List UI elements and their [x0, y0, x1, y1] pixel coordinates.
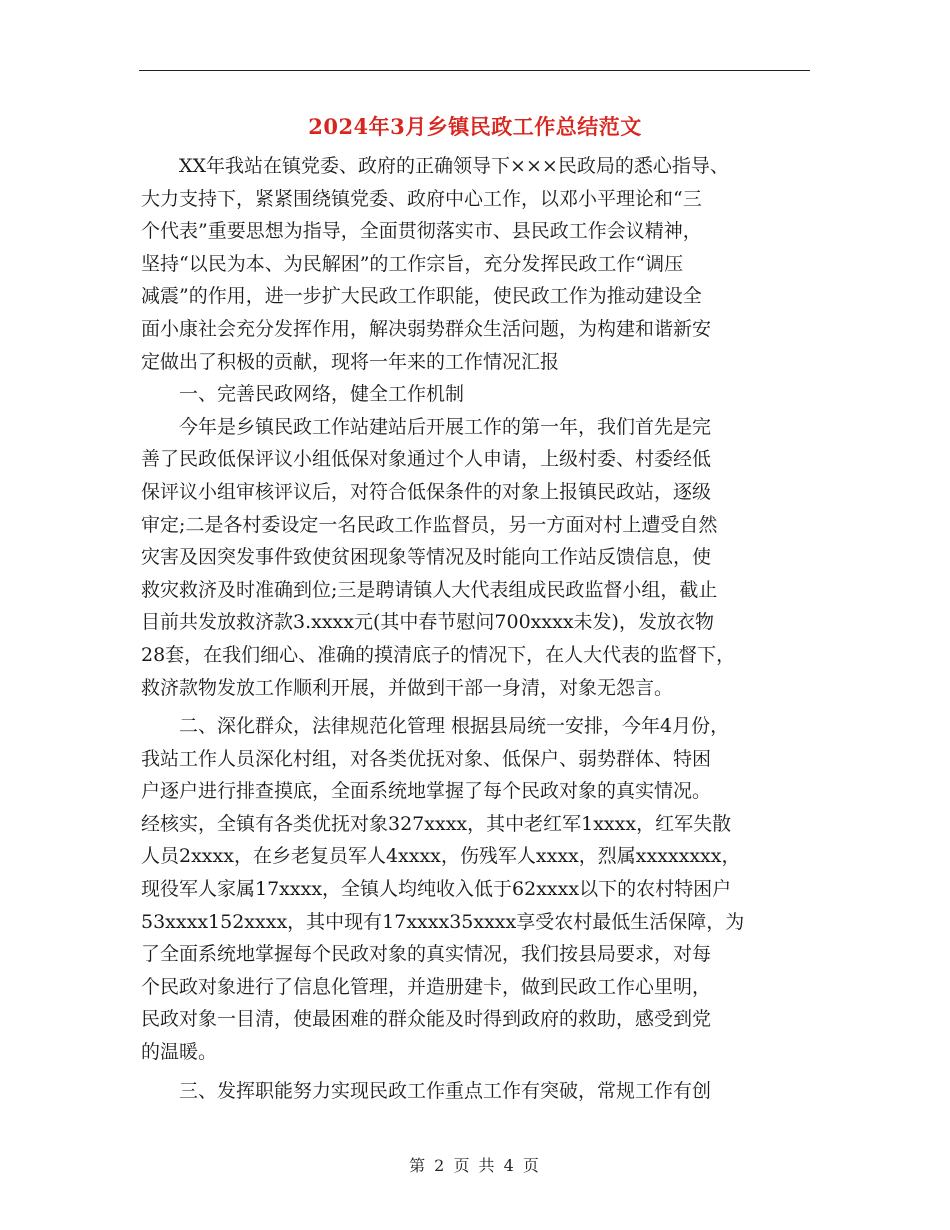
section-heading: 二、深化群众，法律规范化管理 根据县局统一安排，今年4月份，: [141, 715, 730, 738]
body-line: 保评议小组审核评议后，对符合低保条件的对象上报镇民政站，逐级: [141, 480, 712, 503]
body-line: 民政对象一目清，使最困难的群众能及时得到政府的救助，感受到党: [141, 1008, 712, 1031]
body-line: 减震”的作用，进一步扩大民政工作职能，使民政工作为推动建设全: [141, 285, 702, 308]
body-line: 个民政对象进行了信息化管理，并造册建卡，做到民政工作心里明，: [141, 975, 712, 998]
body-line: 定做出了积极的贡献，现将一年来的工作情况汇报: [141, 350, 560, 373]
body-line: 目前共发放救济款3.xxxx元(其中春节慰问700xxxx未发)，发放衣物: [141, 611, 714, 634]
body-line: 53xxxx152xxxx，其中现有17xxxx35xxxx享受农村最低生活保障，为: [141, 910, 745, 933]
body-line: 今年是乡镇民政工作站建站后开展工作的第一年，我们首先是完: [141, 415, 712, 438]
body-line: 的温暖。: [141, 1041, 218, 1064]
body-line: 个代表”重要思想为指导，全面贯彻落实市、县民政工作会议精神，: [141, 220, 702, 243]
body-line: 现役军人家属17xxxx，全镇人均纯收入低于62xxxx以下的农村特困户: [141, 878, 732, 901]
body-line: 救灾救济及时准确到位;三是聘请镇人大代表组成民政监督小组，截止: [141, 578, 718, 601]
body-line: 审定;二是各村委设定一名民政工作监督员，另一方面对村上遭受自然: [141, 513, 718, 536]
document-body: [141, 150, 811, 1107]
body-line: 灾害及因突发事件致使贫困现象等情况及时能向工作站反馈信息，使: [141, 546, 712, 569]
body-line: 了全面系统地掌握每个民政对象的真实情况，我们按县局要求，对每: [141, 943, 712, 966]
body-line: 我站工作人员深化村组，对各类优抚对象、低保户、弱势群体、特困: [141, 747, 712, 770]
body-line: 面小康社会充分发挥作用，解决弱势群众生活问题，为构建和谐新安: [141, 317, 712, 340]
body-line: 坚持“以民为本、为民解困”的工作宗旨，充分发挥民政工作“调压: [141, 252, 684, 275]
section-heading: 一、完善民政网络，健全工作机制: [141, 383, 465, 406]
body-line: XX年我站在镇党委、政府的正确领导下×××民政局的悉心指导、: [141, 155, 729, 177]
page-number: 第 2 页 共 4 页: [409, 1156, 541, 1175]
body-line: 救济款物发放工作顺利开展，并做到干部一身清，对象无怨言。: [141, 676, 674, 699]
body-line: 28套，在我们细心、准确的摸清底子的情况下，在人大代表的监督下，: [141, 643, 736, 666]
header-rule: [139, 70, 810, 71]
document-title: 2024年3月乡镇民政工作总结范文: [308, 114, 642, 139]
body-line: 户逐户进行排查摸底，全面系统地掌握了每个民政对象的真实情况。: [141, 780, 712, 803]
body-line: 大力支持下，紧紧围绕镇党委、政府中心工作，以邓小平理论和“三: [141, 187, 702, 210]
section-heading: 三、发挥职能努力实现民政工作重点工作有突破，常规工作有创: [141, 1079, 712, 1102]
body-line: 人员2xxxx，在乡老复员军人4xxxx，伤残军人xxxx，烈属xxxxxxxx，: [141, 845, 741, 868]
body-line: 善了民政低保评议小组低保对象通过个人申请，上级村委、村委经低: [141, 448, 712, 471]
body-line: 经核实，全镇有各类优抚对象327xxxx，其中老红军1xxxx，红军失散: [141, 812, 732, 835]
